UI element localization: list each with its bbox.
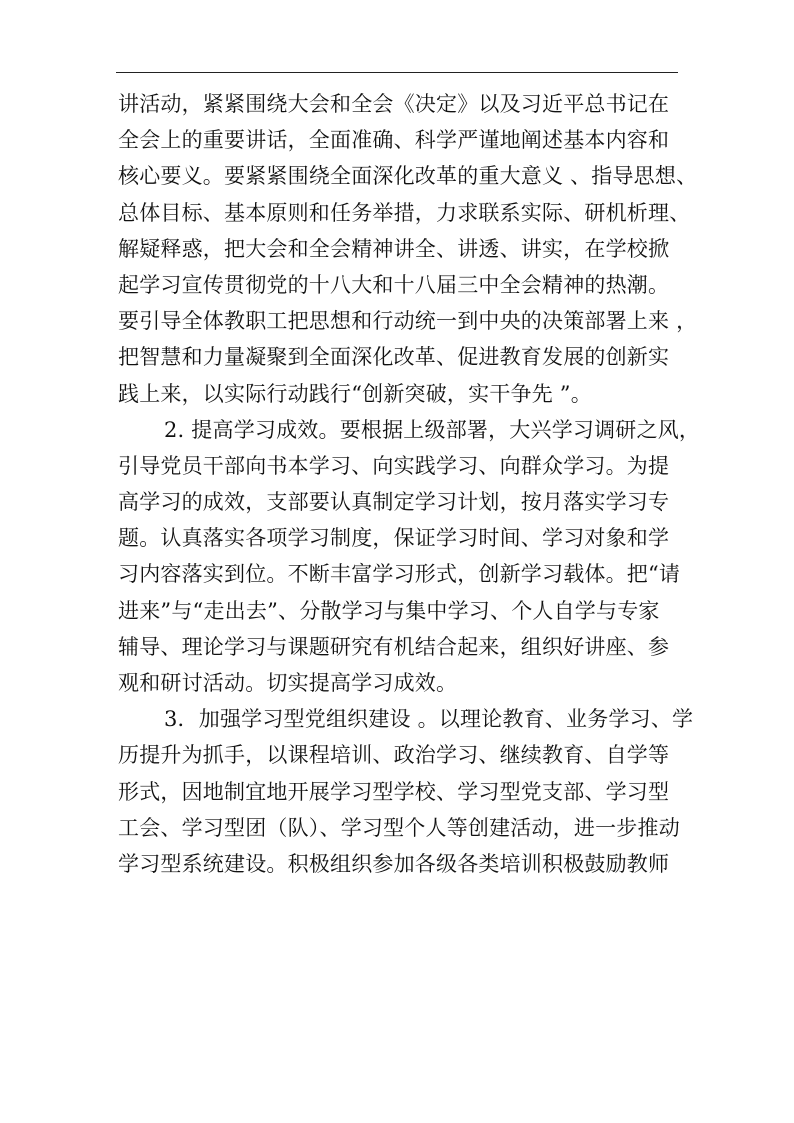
text-line: 高学习的成效，支部要认真制定学习计划，按月落实学习专: [118, 490, 670, 515]
document-body: [118, 86, 701, 882]
text-line: 践上来，以实际行动践行“创新突破，实干争先 ”。: [118, 381, 592, 406]
text-line: 学习型系统建设。积极组织参加各级各类培训积极鼓励教师: [118, 851, 670, 876]
text-line: 引导党员干部向书本学习、向实践学习、向群众学习。为提: [118, 453, 670, 478]
text-line: 全会上的重要讲话，全面准确、科学严谨地阐述基本内容和: [118, 128, 670, 153]
section-heading-line: 2. 提高学习成效。要根据上级部署，大兴学习调研之风，: [164, 417, 701, 442]
text-line: 形式，因地制宜地开展学习型学校、学习型党支部、学习型: [118, 779, 670, 804]
text-line: 辅导、理论学习与课题研究有机结合起来，组织好讲座、参: [118, 634, 670, 659]
section-heading-line: 3．加强学习型党组织建设 。以理论教育、业务学习、学: [164, 707, 694, 732]
header-rule: [116, 72, 678, 73]
text-line: 题。认真落实各项学习制度，保证学习时间、学习对象和学: [118, 526, 670, 551]
text-line: 起学习宣传贯彻党的十八大和十八届三中全会精神的热潮。: [118, 272, 670, 297]
text-line: 进来”与“走出去”、分散学习与集中学习、个人自学与专家: [118, 598, 660, 623]
text-line: 把智慧和力量凝聚到全面深化改革、促进教育发展的创新实: [118, 345, 670, 370]
text-line: 要引导全体教职工把思想和行动统一到中央的决策部署上来 ，: [118, 309, 698, 334]
text-line: 核心要义。要紧紧围绕全面深化改革的重大意义 、指导思想、: [118, 164, 698, 189]
text-line: 观和研讨活动。切实提高学习成效。: [118, 671, 458, 695]
text-line: 习内容落实到位。不断丰富学习形式，创新学习载体。把“请: [118, 562, 681, 587]
text-line: 总体目标、基本原则和任务举措，力求联系实际、研机析理、: [118, 200, 691, 225]
text-line: 解疑释惑，把大会和全会精神讲全、讲透、讲实，在学校掀: [118, 236, 670, 261]
text-line: 工会、学习型团（队）、学习型个人等创建活动，进一步推动: [118, 815, 680, 840]
text-line: 历提升为抓手，以课程培训、政治学习、继续教育、自学等: [118, 743, 670, 768]
text-line: 讲活动，紧紧围绕大会和全会《决定》以及习近平总书记在: [118, 92, 670, 116]
